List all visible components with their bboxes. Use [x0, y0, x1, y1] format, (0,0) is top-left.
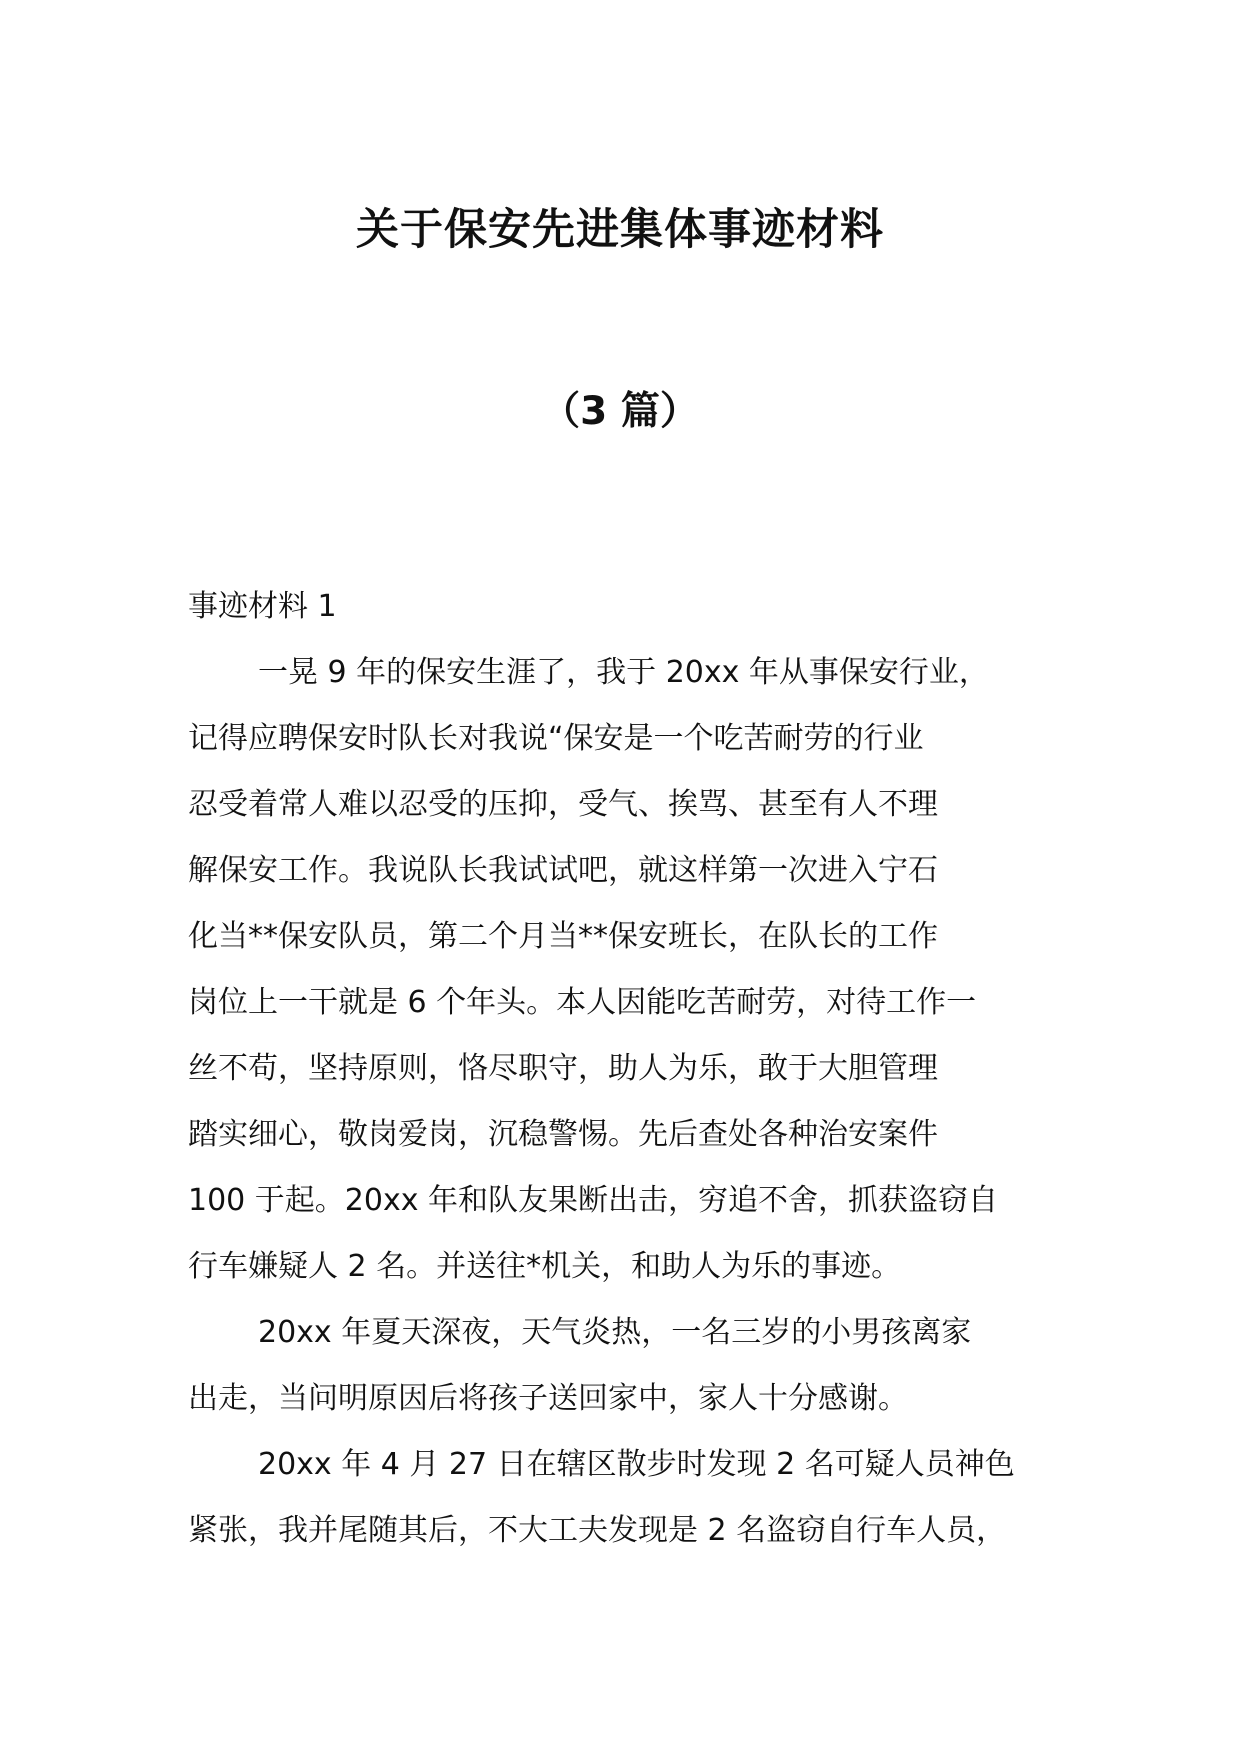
paragraph-line: 记得应聘保安时队长对我说“保安是一个吃苦耐劳的行业: [188, 721, 924, 756]
paragraph-line: 紧张，我并尾随其后，不大工夫发现是 2 名盗窃自行车人员，: [188, 1513, 1007, 1548]
paragraph-3: [188, 1432, 1068, 1564]
paragraph-line: 20xx 年夏天深夜，天气炎热，一名三岁的小男孩离家: [258, 1315, 972, 1350]
paragraph-line: 100 于起。20xx 年和队友果断出击，穷追不舍，抓获盗窃自: [188, 1183, 999, 1218]
document-title: 关于保安先进集体事迹材料: [356, 205, 884, 255]
paragraph-line: 踏实细心，敬岗爱岗，沉稳警惕。先后查处各种治安案件: [188, 1117, 938, 1152]
section-heading: 事迹材料 1: [188, 589, 337, 624]
paragraph-line: 一晃 9 年的保安生涯了，我于 20xx 年从事保安行业，: [258, 655, 989, 690]
paragraph-line: 行车嫌疑人 2 名。并送往*机关，和助人为乐的事迹。: [188, 1249, 902, 1284]
document-body: [188, 574, 1068, 1564]
document-subtitle: （3 篇）: [541, 389, 699, 434]
paragraph-line: 20xx 年 4 月 27 日在辖区散步时发现 2 名可疑人员神色: [258, 1447, 1015, 1482]
paragraph-line: 忍受着常人难以忍受的压抑，受气、挨骂、甚至有人不理: [188, 787, 938, 822]
paragraph-1: [188, 640, 1068, 1300]
paragraph-2: [188, 1300, 1068, 1432]
paragraph-line: 化当**保安队员，第二个月当**保安班长，在队长的工作: [188, 919, 938, 954]
paragraph-line: 解保安工作。我说队长我试试吧，就这样第一次进入宁石: [188, 853, 938, 888]
paragraph-line: 出走，当问明原因后将孩子送回家中，家人十分感谢。: [188, 1381, 908, 1416]
paragraph-line: 岗位上一干就是 6 个年头。本人因能吃苦耐劳，对待工作一: [188, 985, 977, 1020]
paragraph-line: 丝不苟，坚持原则，恪尽职守，助人为乐，敢于大胆管理: [188, 1051, 938, 1086]
